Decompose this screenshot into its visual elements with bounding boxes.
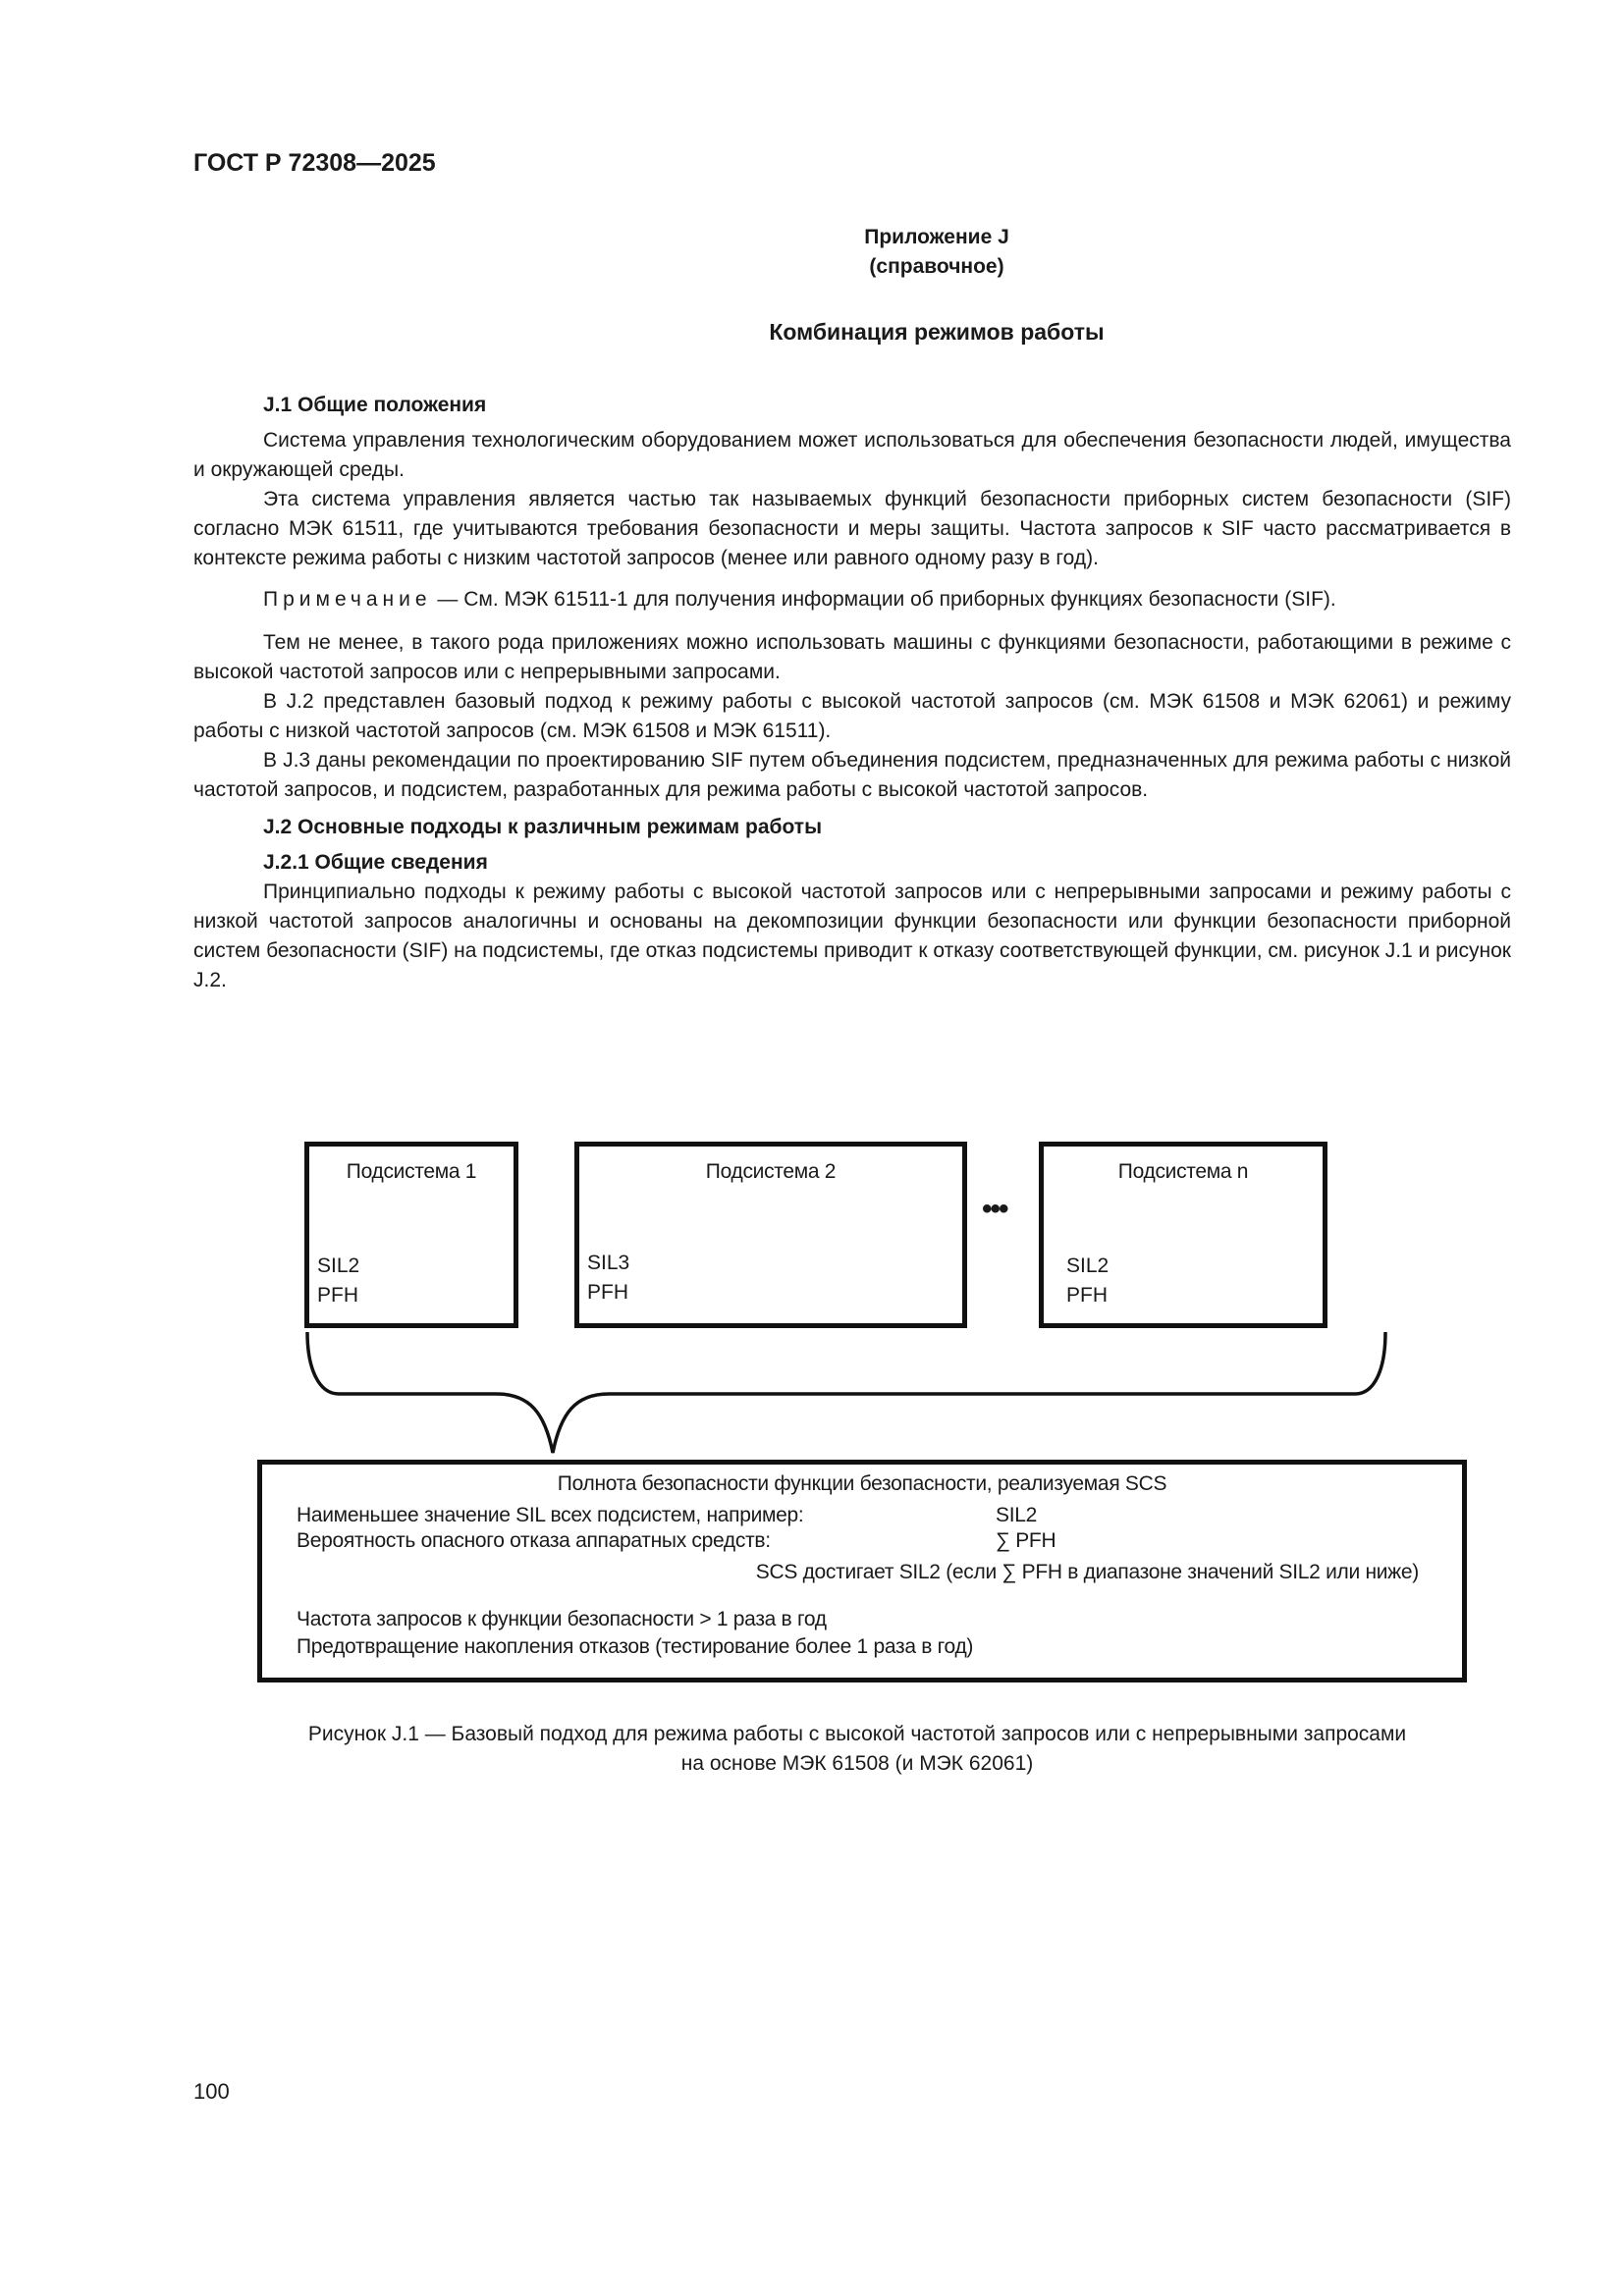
body-text <box>193 391 1511 995</box>
hw-failure-label: Вероятность опасного отказа аппаратных средств: <box>297 1529 771 1552</box>
subsystem-box-n <box>1039 1142 1327 1328</box>
note-text: — См. МЭК 61511-1 для получения информации об приборных функциях безопасности (SIF). <box>431 588 1336 611</box>
caption-line: Рисунок J.1 — Базовый подход для режима работы с высокой частотой запросов или с непрерывными запросами <box>307 1723 1407 1745</box>
subsystem-title: Подсистема 1 <box>346 1160 477 1183</box>
fault-accumulation-text: Предотвращение накопления отказов (тестирование более 1 раза в год) <box>297 1635 974 1658</box>
note <box>193 585 1511 614</box>
paragraph: В J.2 представлен базовый подход к режиму работы с высокой частотой запросов (см. МЭК 61508 и МЭК 62061) и режиму работы с низкой частотой запросов (см. МЭК 61508 и МЭК 61511). <box>193 690 1511 742</box>
section-heading-j2: J.2 Основные подходы к различным режимам работы <box>263 816 822 838</box>
paragraph: Система управления технологическим оборудованием может использоваться для обеспечения безопасности людей, имущества и окружающей среды. <box>193 429 1511 481</box>
result-title: Полнота безопасности функции безопасности, реализуемая SCS <box>557 1472 1167 1495</box>
subsystem-values <box>1066 1252 1109 1310</box>
subsystem-metric: PFH <box>317 1284 358 1307</box>
ellipsis-icon: ••• <box>982 1193 1007 1225</box>
subsystem-sil: SIL2 <box>317 1255 360 1277</box>
lowest-sil-value: SIL2 <box>996 1504 1037 1526</box>
lowest-sil-label: Наименьшее значение SIL всех подсистем, например: <box>297 1504 804 1526</box>
standard-code: ГОСТ Р 72308—2025 <box>193 149 436 177</box>
subsystem-values <box>587 1249 629 1308</box>
annex-title: Комбинация режимов работы <box>769 319 1105 345</box>
figure-caption <box>0 1720 1624 1779</box>
paragraph: Тем не менее, в такого рода приложениях можно использовать машины с функциями безопасности, работающими в режиме с высокой частотой запросов или с непрерывными запросами. <box>193 631 1511 683</box>
subsystem-values <box>317 1252 359 1310</box>
caption-line: на основе МЭК 61508 (и МЭК 62061) <box>680 1752 1034 1775</box>
result-box <box>257 1460 1467 1682</box>
demand-rate-text: Частота запросов к функции безопасности > 1 раза в год <box>297 1608 827 1630</box>
subsystem-metric: PFH <box>587 1281 628 1304</box>
annex-label: Приложение J <box>864 226 1009 248</box>
paragraph: Принципиально подходы к режиму работы с высокой частотой запросов или с непрерывными запросами и режиму работы с низкой частотой запросов аналогичны и основаны на декомпозиции функции безопасности или функции безопасности приборной систем безопасности (SIF) на подсистемы, где отказ подсистемы приводит к отказу соответствующей функции, см. рисунок J.1 и рисунок J.2. <box>193 881 1511 991</box>
subsystem-title: Подсистема 2 <box>705 1160 837 1183</box>
subsystem-box-2 <box>574 1142 967 1328</box>
note-label: Примечание <box>263 588 432 611</box>
section-heading-j1: J.1 Общие положения <box>263 394 487 416</box>
paragraph: В J.3 даны рекомендации по проектированию SIF путем объединения подсистем, предназначенных для режима работы с низкой частотой запросов, и подсистем, разработанных для режима работы с высокой частотой запросов. <box>193 749 1511 801</box>
annex-type: (справочное) <box>869 255 1004 278</box>
subsystem-sil: SIL2 <box>1066 1255 1110 1277</box>
hw-failure-value: ∑ PFH <box>996 1529 1056 1552</box>
subsystem-title: Подсистема n <box>1117 1160 1249 1183</box>
subsystem-sil: SIL3 <box>587 1252 630 1274</box>
subsystem-box-1 <box>304 1142 518 1328</box>
achievement-text: SCS достигает SIL2 (если ∑ PFH в диапазоне значений SIL2 или ниже) <box>755 1561 1419 1583</box>
curly-brace-icon <box>307 1332 1385 1453</box>
page-number: 100 <box>193 2079 230 2104</box>
paragraph: Эта система управления является частью так называемых функций безопасности приборных систем безопасности (SIF) согласно МЭК 61511, где учитываются требования безопасности и меры защиты. Частота запросов к SIF часто рассматривается в контексте режима работы с низким частотой запросов (менее или равного одному разу в год). <box>193 488 1511 569</box>
subsystem-metric: PFH <box>1066 1284 1108 1307</box>
section-heading-j21: J.2.1 Общие сведения <box>263 851 488 874</box>
